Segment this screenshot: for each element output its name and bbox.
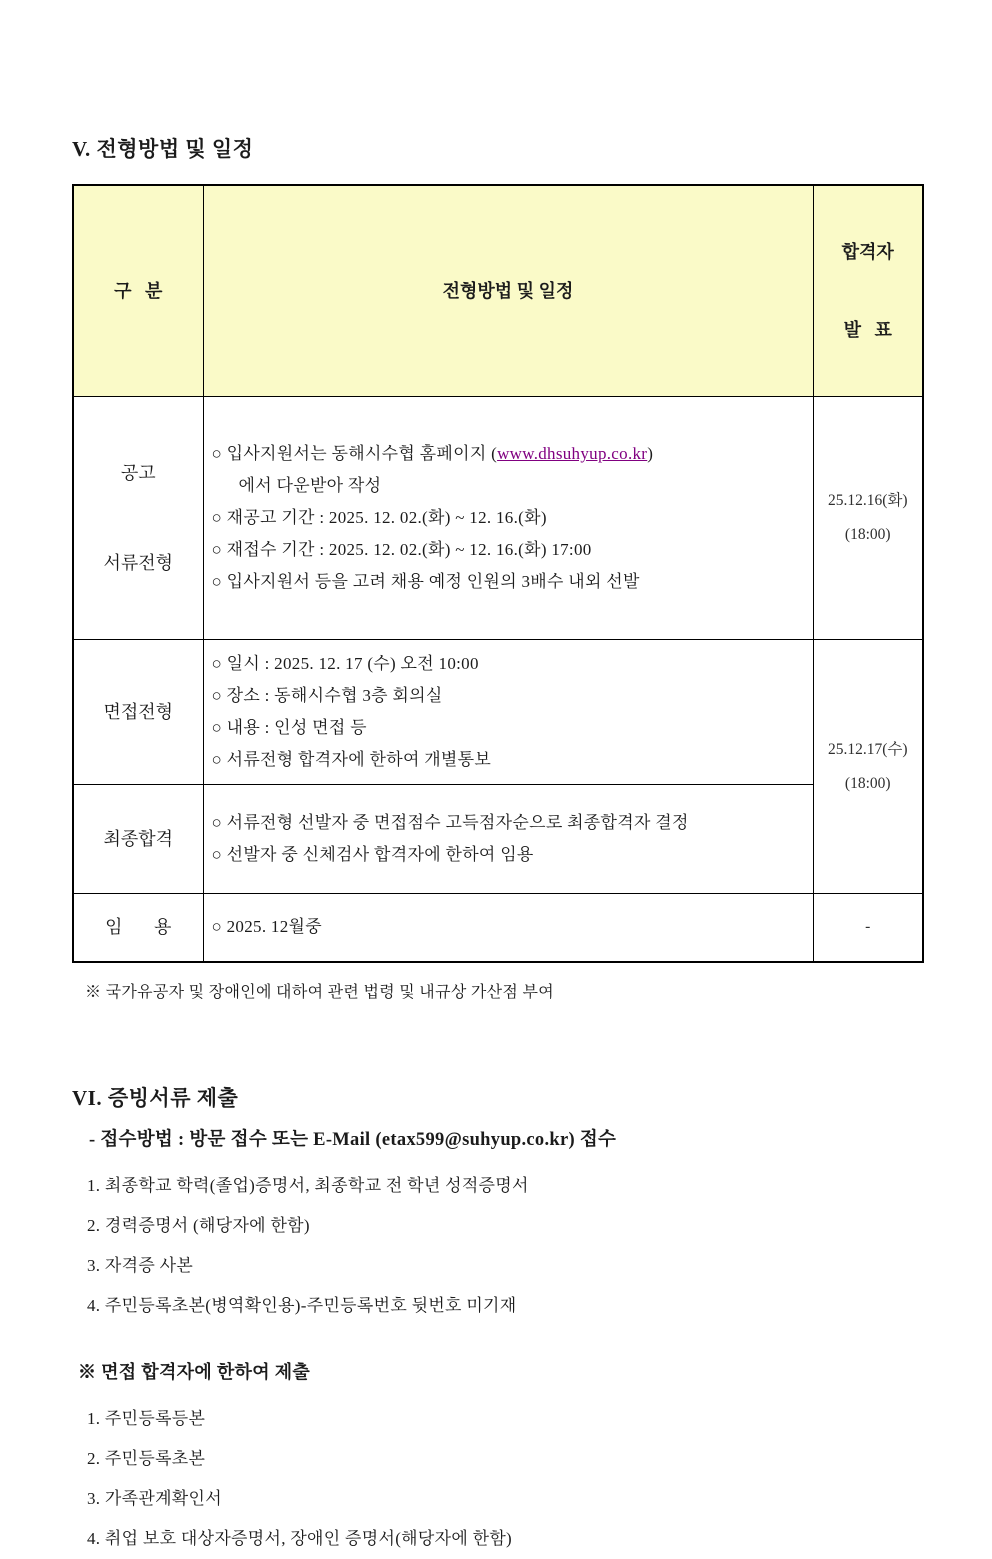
method-cell-interview xyxy=(203,640,813,785)
list-item: 2. 주민등록초본 xyxy=(87,1448,206,1468)
announce-date: 25.12.16(화) xyxy=(827,492,908,509)
category-line: 공고 xyxy=(120,463,156,483)
col-header-announce xyxy=(813,185,923,397)
method-cell-document-screening xyxy=(203,397,813,640)
method-line xyxy=(212,438,807,470)
announce-time: (18:00) xyxy=(844,526,891,543)
method-line: ○ 내용 : 인성 면접 등 xyxy=(211,718,367,737)
method-line-text: ○ 입사지원서는 동해시수협 홈페이지 ( xyxy=(211,444,498,463)
col-header-category: 구 분 xyxy=(73,185,203,397)
list-item: 1. 주민등록등본 xyxy=(87,1408,206,1428)
method-line: ○ 재접수 기간 : 2025. 12. 02.(화) ~ 12. 16.(화) 17:00 xyxy=(211,540,592,559)
col-header-method: 전형방법 및 일정 xyxy=(203,185,813,397)
list-item: 4. 주민등록초본(병역확인용)-주민등록번호 뒷번호 미기재 xyxy=(87,1295,517,1315)
category-cell-document-screening xyxy=(73,397,203,640)
method-line: ○ 재공고 기간 : 2025. 12. 02.(화) ~ 12. 16.(화) xyxy=(211,508,547,527)
section6-title: VI. 증빙서류 제출 xyxy=(72,1085,239,1110)
category-cell-interview: 면접전형 xyxy=(73,640,203,785)
submission-method-line: - 접수방법 : 방문 접수 또는 E-Mail (etax599@suhyup.co.kr) 접수 xyxy=(89,1129,617,1150)
interview-pass-documents-list xyxy=(87,1399,922,1559)
category-cell-final-pass: 최종합격 xyxy=(73,785,203,894)
table-header-row xyxy=(73,185,923,397)
announce-time: (18:00) xyxy=(844,774,891,792)
website-link[interactable]: www.dhsuhyup.co.kr xyxy=(497,444,648,463)
announce-cell-document-screening xyxy=(813,397,923,640)
col-header-announce-line1: 합격자 xyxy=(841,242,894,262)
list-item: 2. 경력증명서 (해당자에 한함) xyxy=(87,1215,310,1235)
required-documents-list xyxy=(87,1166,922,1326)
method-line: ○ 일시 : 2025. 12. 17 (수) 오전 10:00 xyxy=(211,654,479,673)
list-item: 3. 자격증 사본 xyxy=(87,1255,194,1275)
method-line-text: ) xyxy=(647,444,654,463)
method-line: ○ 선발자 중 신체검사 합격자에 한하여 임용 xyxy=(211,845,534,864)
announce-date: 25.12.17(수) xyxy=(827,740,908,758)
table-row-interview xyxy=(73,640,923,785)
method-line: 에서 다운받아 작성 xyxy=(238,476,382,495)
section5-title: V. 전형방법 및 일정 xyxy=(72,137,254,161)
list-item: 1. 최종학교 학력(졸업)증명서, 최종학교 전 학년 성적증명서 xyxy=(87,1175,529,1195)
table-row-final-pass xyxy=(73,785,923,894)
list-item: 3. 가족관계확인서 xyxy=(87,1488,222,1508)
method-cell-final-pass xyxy=(203,785,813,894)
list-item: 4. 취업 보호 대상자증명서, 장애인 증명서(해당자에 한함) xyxy=(87,1528,513,1548)
category-line: 서류전형 xyxy=(103,553,174,573)
announce-cell-interview-final xyxy=(813,640,923,894)
method-line: ○ 서류전형 선발자 중 면접점수 고득점자순으로 최종합격자 결정 xyxy=(211,813,689,832)
table-row-document-screening xyxy=(73,397,923,640)
method-line: ○ 서류전형 합격자에 한하여 개별통보 xyxy=(211,750,492,769)
announce-cell-appointment: - xyxy=(813,894,923,962)
col-header-announce-line2: 발 표 xyxy=(843,320,892,340)
method-line: ○ 입사지원서 등을 고려 채용 예정 인원의 3배수 내외 선발 xyxy=(211,572,640,591)
method-line: ○ 2025. 12월중 xyxy=(211,917,322,937)
screening-schedule-table xyxy=(72,184,924,963)
interview-pass-submission-title: ※ 면접 합격자에 한하여 제출 xyxy=(78,1361,311,1382)
method-cell-appointment xyxy=(203,894,813,962)
bonus-points-footnote: ※ 국가유공자 및 장애인에 대하여 관련 법령 및 내규상 가산점 부여 xyxy=(85,983,554,1001)
table-row-appointment xyxy=(73,894,923,962)
method-line: ○ 장소 : 동해시수협 3층 회의실 xyxy=(211,686,443,705)
category-cell-appointment: 임 용 xyxy=(73,894,203,962)
